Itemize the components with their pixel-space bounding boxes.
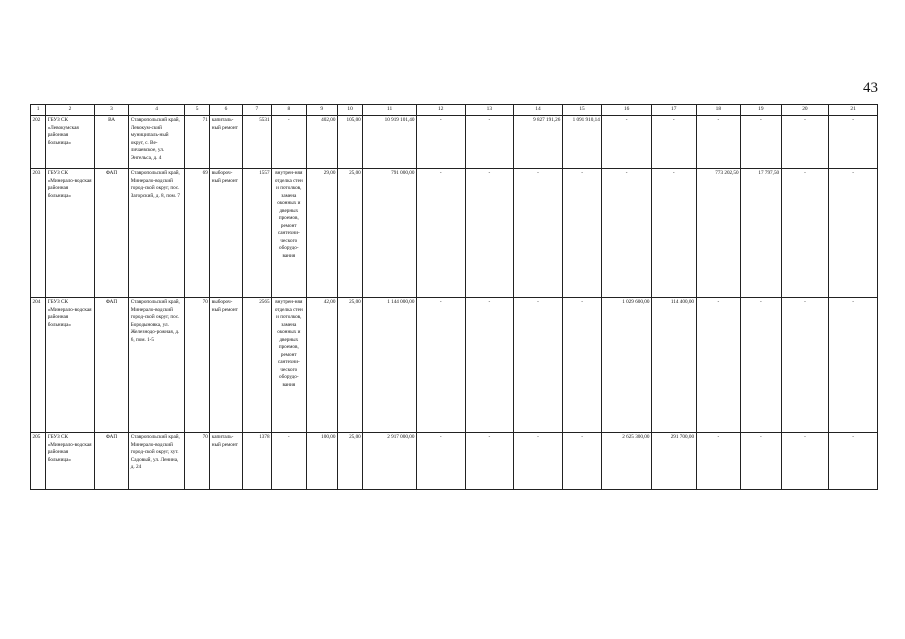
row-id: 205 [31,433,46,490]
table-row [31,116,878,169]
col-header: 11 [363,105,417,116]
value-cell: - [741,433,782,490]
facility-type-cell: ФАП [94,169,128,298]
col-header: 18 [696,105,741,116]
value-cell: 25,00 [337,298,362,433]
value-cell: - [416,298,465,433]
value-cell: - [514,433,563,490]
value-cell: - [741,298,782,433]
col-header: 12 [416,105,465,116]
works-description-cell: внутрен-няя отделка стен и потолков, замена оконных и дверных проемов, ремонт сантехни-ческого оборудо-вания [272,298,306,433]
work-type-cell: капиталь-ный ремонт [210,116,242,169]
value-cell: - [465,116,514,169]
value-cell: 5531 [242,116,271,169]
col-header: 14 [514,105,563,116]
col-header: 17 [651,105,696,116]
value-cell: 105,00 [337,116,362,169]
value-cell: 791 000,00 [363,169,417,298]
institution-cell: ГБУЗ СК «Минерало-водская районная больница» [46,433,95,490]
col-header: 19 [741,105,782,116]
page-number: 43 [863,80,878,96]
address-cell: Ставропольский край, Минерало-водский город-ской округ, пос. Загорский, д. 8, пом. 7 [129,169,185,298]
value-cell: - [781,116,829,169]
col-header: 4 [129,105,185,116]
col-header: 10 [337,105,362,116]
value-cell: - [696,298,741,433]
value-cell: - [696,433,741,490]
value-cell: 17 797,50 [741,169,782,298]
value-cell: - [416,116,465,169]
work-type-cell: выбороч-ный ремонт [210,169,242,298]
works-description-cell: - [272,433,306,490]
column-number-header-row [31,105,878,116]
facility-type-cell: ФАП [94,298,128,433]
table-row [31,433,878,490]
table-row [31,169,878,298]
col-header: 9 [306,105,337,116]
address-text: Ставропольский край, Левокум-ский муниципаль-ный округ, с. Ве-личаевское, ул. Энгельса, д. 4 [130,117,180,161]
col-header: 8 [272,105,306,116]
value-cell: 1 029 600,00 [602,298,652,433]
col-header: 15 [562,105,602,116]
value-cell: - [465,433,514,490]
value-cell: 42,00 [306,298,337,433]
value-cell: 773 202,50 [696,169,741,298]
value-cell: - [602,116,652,169]
value-cell: 2 917 000,00 [363,433,417,490]
value-cell: - [829,433,878,490]
value-cell: - [696,116,741,169]
col-header: 2 [46,105,95,116]
col-header: 5 [184,105,209,116]
value-cell: 402,00 [306,116,337,169]
col-header: 6 [210,105,242,116]
row-id: 203 [31,169,46,298]
value-cell: - [416,433,465,490]
address-cell: Ставропольский край, Минерало-водский город-ской округ, пос. Бородыновка, ул. Железнодо-рожная, д. 6, пом. 1-5 [129,298,185,433]
work-type-cell: капиталь-ный ремонт [210,433,242,490]
value-cell: 29,00 [306,169,337,298]
repair-schedule-table [30,104,878,490]
value-cell: 69 [184,169,209,298]
value-cell: - [781,298,829,433]
value-cell: - [562,433,602,490]
col-header: 1 [31,105,46,116]
value-cell: - [829,169,878,298]
value-cell: 70 [184,298,209,433]
works-description-cell: - [272,116,306,169]
value-cell: - [465,169,514,298]
value-cell: 10 919 101,40 [363,116,417,169]
col-header: 13 [465,105,514,116]
value-cell: 1378 [242,433,271,490]
value-cell: 2565 [242,298,271,433]
institution-cell: ГБУЗ СК «Минерало-водская районная больница» [46,169,95,298]
col-header: 21 [829,105,878,116]
row-id: 202 [31,116,46,169]
value-cell: - [829,298,878,433]
col-header: 20 [781,105,829,116]
value-cell: 114 400,00 [651,298,696,433]
value-cell: 25,00 [337,433,362,490]
value-cell: 25,00 [337,169,362,298]
value-cell: - [781,169,829,298]
works-description-cell: внутрен-няя отделка стен и потолков, замена оконных и дверных проемов, ремонт сантехни-ческого оборудо-вания [272,169,306,298]
value-cell: - [465,298,514,433]
value-cell: - [829,116,878,169]
value-cell: - [781,433,829,490]
value-cell: 1 091 910,14 [562,116,602,169]
value-cell: 9 827 191,26 [514,116,563,169]
address-cell [129,116,185,169]
value-cell: - [651,169,696,298]
value-cell: - [602,169,652,298]
value-cell: 1 144 000,00 [363,298,417,433]
institution-cell: ГБУЗ СК «Минерало-водская районная больница» [46,298,95,433]
col-header: 16 [602,105,652,116]
value-cell: - [514,169,563,298]
col-header: 3 [94,105,128,116]
value-cell: - [514,298,563,433]
work-type-cell: выбороч-ный ремонт [210,298,242,433]
value-cell: - [741,116,782,169]
value-cell: - [562,298,602,433]
institution-cell: ГБУЗ СК «Левокумская районная больница» [46,116,95,169]
table-row [31,298,878,433]
value-cell: 70 [184,433,209,490]
col-header: 7 [242,105,271,116]
address-cell: Ставропольский край, Минерало-водский город-ской округ, хут. Садовый, ул. Ленина, д. 24 [129,433,185,490]
value-cell: 1557 [242,169,271,298]
value-cell: 2 625 300,00 [602,433,652,490]
facility-type-cell: ФАП [94,433,128,490]
row-id: 204 [31,298,46,433]
value-cell: 291 700,00 [651,433,696,490]
value-cell: 100,00 [306,433,337,490]
value-cell: - [562,169,602,298]
value-cell: - [651,116,696,169]
value-cell: - [416,169,465,298]
facility-type-cell: ВА [94,116,128,169]
value-cell: 71 [184,116,209,169]
